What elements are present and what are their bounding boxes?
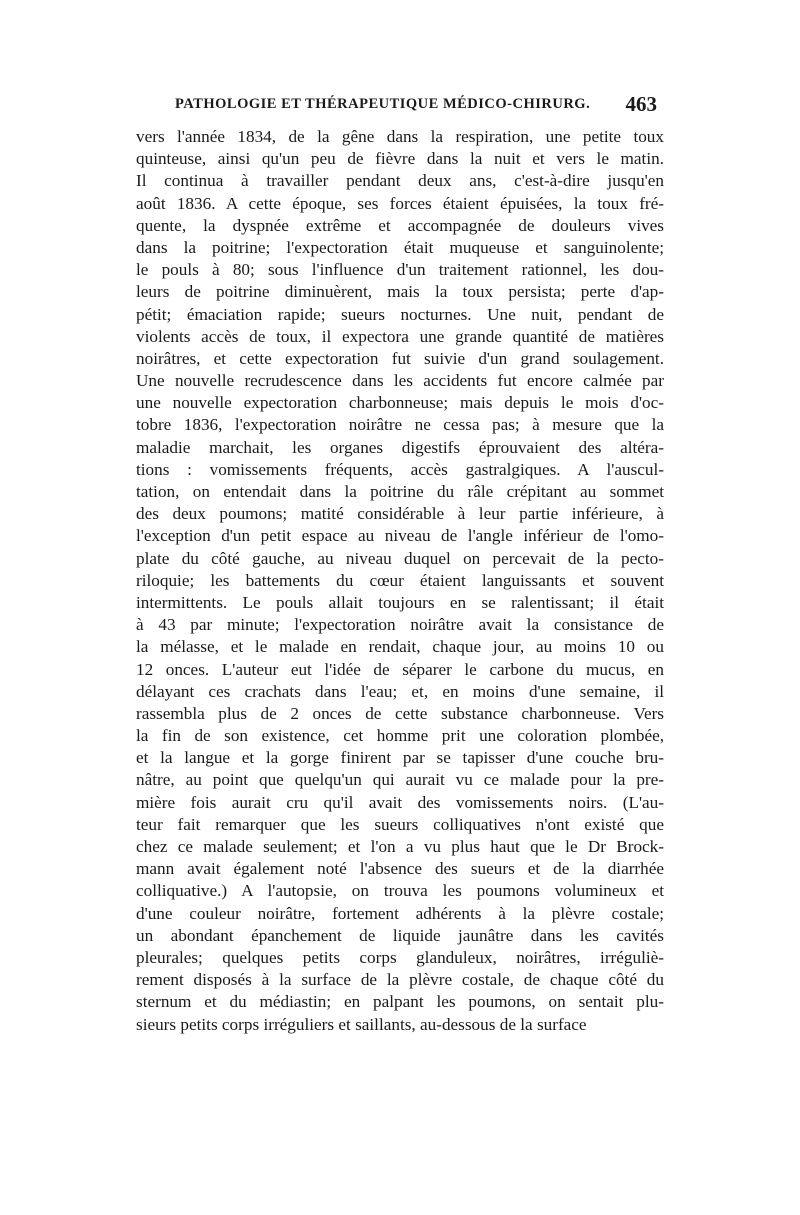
text-line: des deux poumons; matité considérable à leur partie inférieure, à [136, 504, 664, 524]
text-line: sternum et du médiastin; en palpant les poumons, on sentait plu- [136, 992, 664, 1012]
text-line: le pouls à 80; sous l'influence d'un traitement rationnel, les dou- [136, 260, 664, 280]
text-line: mann avait également noté l'absence des sueurs et de la diarrhée [136, 859, 664, 879]
text-line: maladie marchait, les organes digestifs éprouvaient des altéra- [136, 437, 664, 457]
text-line: quinteuse, ainsi qu'un peu de fièvre dans la nuit et vers le matin. [136, 149, 664, 169]
text-line: pétit; émaciation rapide; sueurs nocturnes. Une nuit, pendant de [136, 304, 664, 324]
text-line: sieurs petits corps irréguliers et saillants, au-dessous de la surface [136, 1014, 587, 1034]
page-number: 463 [625, 92, 657, 116]
text-line: 12 onces. L'auteur eut l'idée de séparer le carbone du mucus, en [136, 659, 664, 679]
text-line: leurs de poitrine diminuèrent, mais la toux persista; perte d'ap- [136, 282, 664, 302]
text-line: la fin de son existence, cet homme prit une coloration plombée, [136, 726, 664, 746]
text-line: rement disposés à la surface de la plèvre costale, de chaque côté du [136, 970, 664, 990]
text-line: tation, on entendait dans la poitrine du râle crépitant au sommet [136, 482, 664, 501]
text-line: colliquative.) A l'autopsie, on trouva les poumons volumineux et [136, 881, 664, 901]
text-line: tobre 1836, l'expectoration noirâtre ne cessa pas; à mesure que la [136, 415, 664, 435]
text-line: mière fois aurait cru qu'il avait des vomissements noirs. (L'au- [136, 792, 664, 812]
text-line: Une nouvelle recrudescence dans les accidents fut encore calmée par [136, 371, 664, 391]
text-line: teur fait remarquer que les sueurs colliquatives n'ont existé que [136, 814, 664, 834]
text-line: rassembla plus de 2 onces de cette substance charbonneuse. Vers [136, 703, 664, 723]
text-line: quente, la dyspnée extrême et accompagnée de douleurs vives [136, 215, 664, 235]
text-line: août 1836. A cette époque, ses forces étaient épuisées, la toux fré- [136, 193, 664, 213]
text-line: violents accès de toux, il expectora une grande quantité de matières [136, 326, 664, 346]
text-line: plate du côté gauche, au niveau duquel on percevait de la pecto- [136, 548, 664, 568]
text-line: vers l'année 1834, de la gêne dans la respiration, une petite toux [136, 127, 664, 146]
text-line: et la langue et la gorge finirent par se tapisser d'une couche bru- [136, 748, 664, 768]
text-line: dans la poitrine; l'expectoration était muqueuse et sanguinolente; [136, 237, 664, 257]
text-line: l'exception d'un petit espace au niveau de l'angle inférieur de l'omo- [136, 526, 664, 546]
body-text [136, 126, 664, 1036]
text-line: tions : vomissements fréquents, accès gastralgiques. A l'auscul- [136, 459, 664, 479]
text-line: Il continua à travailler pendant deux ans, c'est-à-dire jusqu'en [136, 171, 664, 191]
text-line: une nouvelle expectoration charbonneuse; mais depuis le mois d'oc- [136, 393, 664, 413]
page-header [175, 92, 655, 122]
text-line: délayant ces crachats dans l'eau; et, en moins d'une semaine, il [136, 681, 664, 701]
text-line: la mélasse, et le malade en rendait, chaque jour, au moins 10 ou [136, 637, 664, 657]
text-line: noirâtres, et cette expectoration fut suivie d'un grand soulagement. [136, 348, 664, 368]
text-line: nâtre, au point que quelqu'un qui aurait vu ce malade pour la pre- [136, 770, 664, 790]
text-line: pleurales; quelques petits corps glanduleux, noirâtres, irréguliè- [136, 947, 664, 967]
text-line: chez ce malade seulement; et l'on a vu plus haut que le Dr Brock- [136, 837, 664, 856]
text-line: un abondant épanchement de liquide jaunâtre dans les cavités [136, 925, 664, 945]
text-line: à 43 par minute; l'expectoration noirâtre avait la consistance de [136, 615, 664, 635]
text-line: intermittents. Le pouls allait toujours en se ralentissant; il était [136, 592, 664, 612]
text-line: d'une couleur noirâtre, fortement adhérents à la plèvre costale; [136, 903, 664, 923]
text-line: riloquie; les battements du cœur étaient languissants et souvent [136, 570, 664, 590]
running-title: PATHOLOGIE ET THÉRAPEUTIQUE MÉDICO-CHIRURG. [175, 96, 591, 112]
